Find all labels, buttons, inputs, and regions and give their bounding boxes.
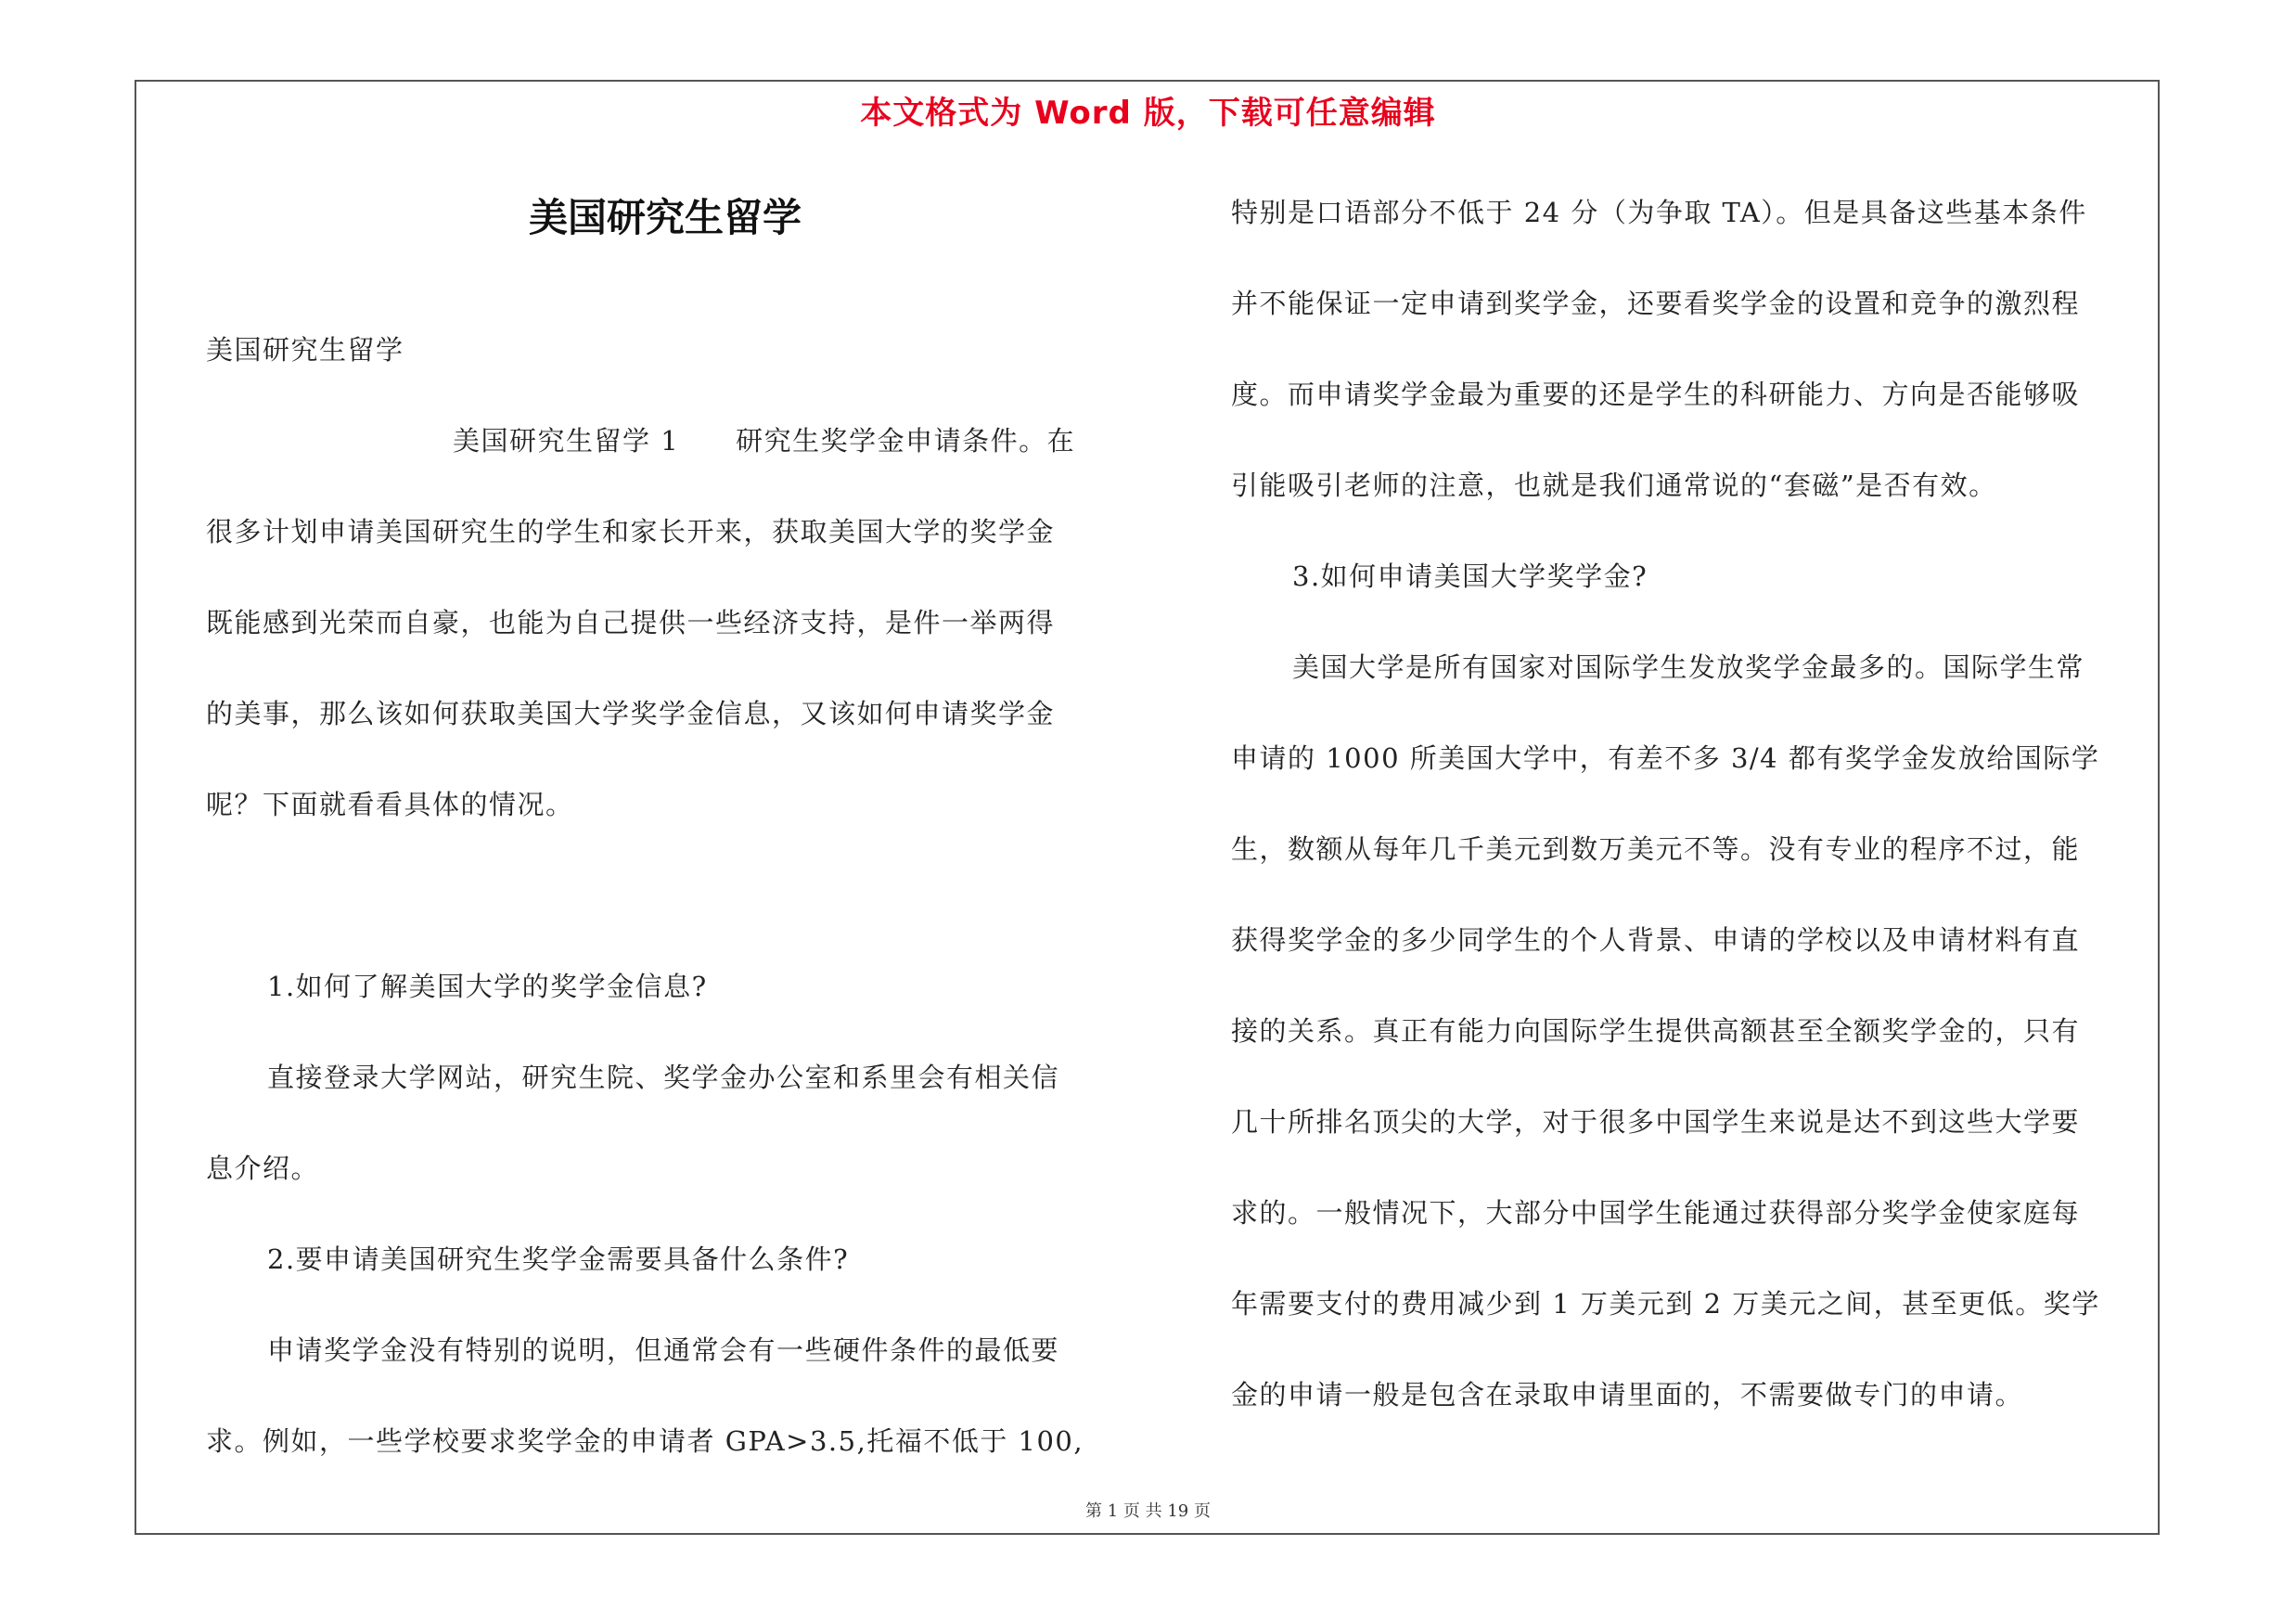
word-format-banner: 本文格式为 Word 版，下载可任意编辑 <box>860 95 1436 132</box>
right-text-line: 接的关系。真正有能力向国际学生提供高额甚至全额奖学金的，只有 <box>1231 1015 2081 1047</box>
left-text-line <box>206 850 1124 941</box>
left-text-line: 申请奖学金没有特别的说明，但通常会有一些硬件条件的最低要 <box>267 1334 1060 1366</box>
right-text-line: 几十所排名顶尖的大学，对于很多中国学生来说是达不到这些大学要 <box>1231 1106 2081 1138</box>
left-text-line: 美国研究生留学 1 研究生奖学金申请条件。在 <box>453 425 1076 457</box>
right-text-line: 生，数额从每年几千美元到数万美元不等。没有专业的程序不过，能 <box>1231 833 2081 865</box>
left-text-line: 呢？下面就看看具体的情况。 <box>206 789 574 820</box>
left-text-line: 1.如何了解美国大学的奖学金信息? <box>267 971 708 1002</box>
right-text-line: 并不能保证一定申请到奖学金，还要看奖学金的设置和竞争的激烈程 <box>1231 288 2081 319</box>
right-text-line: 获得奖学金的多少同学生的个人背景、申请的学校以及申请材料有直 <box>1231 924 2081 956</box>
left-text-line: 的美事，那么该如何获取美国大学奖学金信息，又该如何申请奖学金 <box>206 698 1056 729</box>
page-footer: 第 1 页 共 19 页 <box>1085 1501 1211 1521</box>
right-text-line: 引能吸引老师的注意，也就是我们通常说的“套磁”是否有效。 <box>1231 470 1997 501</box>
right-text-line: 金的申请一般是包含在录取申请里面的，不需要做专门的申请。 <box>1231 1379 2024 1410</box>
right-text-line: 美国大学是所有国家对国际学生发放奖学金最多的。国际学生常 <box>1292 651 2085 683</box>
left-text-line: 既能感到光荣而自豪，也能为自己提供一些经济支持，是件一举两得 <box>206 607 1056 638</box>
left-column <box>206 167 1124 1487</box>
right-text-line: 求的。一般情况下，大部分中国学生能通过获得部分奖学金使家庭每 <box>1231 1197 2081 1229</box>
right-text-line: 特别是口语部分不低于 24 分（为争取 TA）。但是具备这些基本条件 <box>1231 197 2087 228</box>
document-title: 美国研究生留学 <box>528 195 802 240</box>
left-text-line: 美国研究生留学 <box>206 334 404 366</box>
right-text-line: 申请的 1000 所美国大学中，有差不多 3/4 都有奖学金发放给国际学 <box>1231 742 2100 774</box>
right-text-line: 度。而申请奖学金最为重要的还是学生的科研能力、方向是否能够吸 <box>1231 379 2081 410</box>
right-column-body <box>1231 167 2149 1440</box>
left-column-body <box>206 304 1124 1487</box>
right-text-line: 3.如何申请美国大学奖学金? <box>1292 560 1648 592</box>
right-text-line: 年需要支付的费用减少到 1 万美元到 2 万美元之间，甚至更低。奖学 <box>1231 1288 2100 1320</box>
right-column <box>1231 167 2149 1440</box>
left-text-line: 求。例如，一些学校要求奖学金的申请者 GPA>3.5,托福不低于 100, <box>206 1425 1084 1457</box>
left-text-line: 直接登录大学网站，研究生院、奖学金办公室和系里会有相关信 <box>267 1062 1060 1093</box>
left-text-line: 2.要申请美国研究生奖学金需要具备什么条件? <box>267 1243 850 1275</box>
left-text-line: 很多计划申请美国研究生的学生和家长开来，获取美国大学的奖学金 <box>206 516 1056 547</box>
left-text-line: 息介绍。 <box>206 1153 320 1184</box>
